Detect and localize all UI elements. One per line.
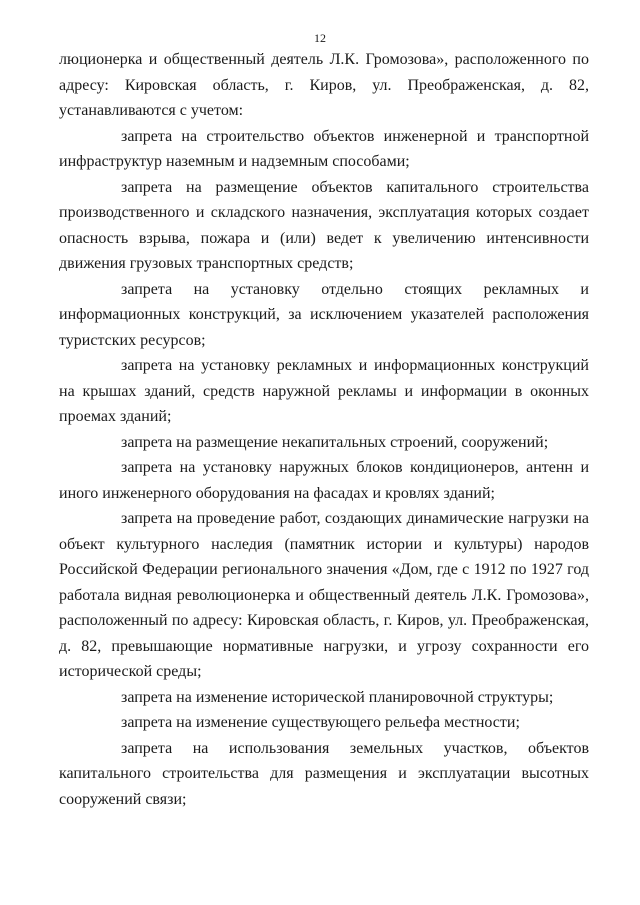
paragraph-item: запрета на установку рекламных и информационных конструкций на крышах зданий, средств наружной рекламы и информации в оконных проемах зданий; <box>59 357 589 425</box>
paragraph-item: запрета на использования земельных участков, объектов капитального строительства для размещения и эксплуатации высотных сооружений связи; <box>59 739 589 808</box>
paragraph-item: запрета на размещение объектов капитального строительства производственного и складского назначения, эксплуатация которых создает опасность взрыва, пожара и (или) ведет к увеличению интенсивности движения грузовых транспортных средств; <box>59 178 589 272</box>
paragraph-item: запрета на строительство объектов инженерной и транспортной инфраструктур наземным и надземным способами; <box>59 127 589 170</box>
paragraph-item: запрета на установку наружных блоков кондиционеров, антенн и иного инженерного оборудования на фасадах и кровлях зданий; <box>59 459 589 502</box>
paragraph-item: запрета на установку отдельно стоящих рекламных и информационных конструкций, за исключением указателей расположения туристских ресурсов; <box>59 280 589 349</box>
paragraph-item: запрета на изменение исторической планировочной структуры; <box>121 688 554 706</box>
paragraph-item: запрета на размещение некапитальных строений, сооружений; <box>121 433 549 451</box>
paragraph-item: запрета на проведение работ, создающих динамические нагрузки на объект культурного наследия (памятник истории и культуры) народов Российской Федерации регионального значения «Дом, где с 1912 по 1927 год работала видная революционерка и общественный деятель Л.К. Громозова», расположенный по адресу: Кировская область, г. Киров, ул. Преображенская, д. 82, превышающие нормативные нагрузки, и угрозу сохранности его исторической среды; <box>59 510 589 680</box>
document-body <box>59 47 589 812</box>
paragraph-continuation: люционерка и общественный деятель Л.К. Громозова», расположенного по адресу: Кировская область, г. Киров, ул. Преображенская, д. 82, устанавливаются с учетом: <box>59 51 589 119</box>
page-number: 12 <box>314 31 326 45</box>
paragraph-item: запрета на изменение существующего рельефа местности; <box>121 714 520 731</box>
